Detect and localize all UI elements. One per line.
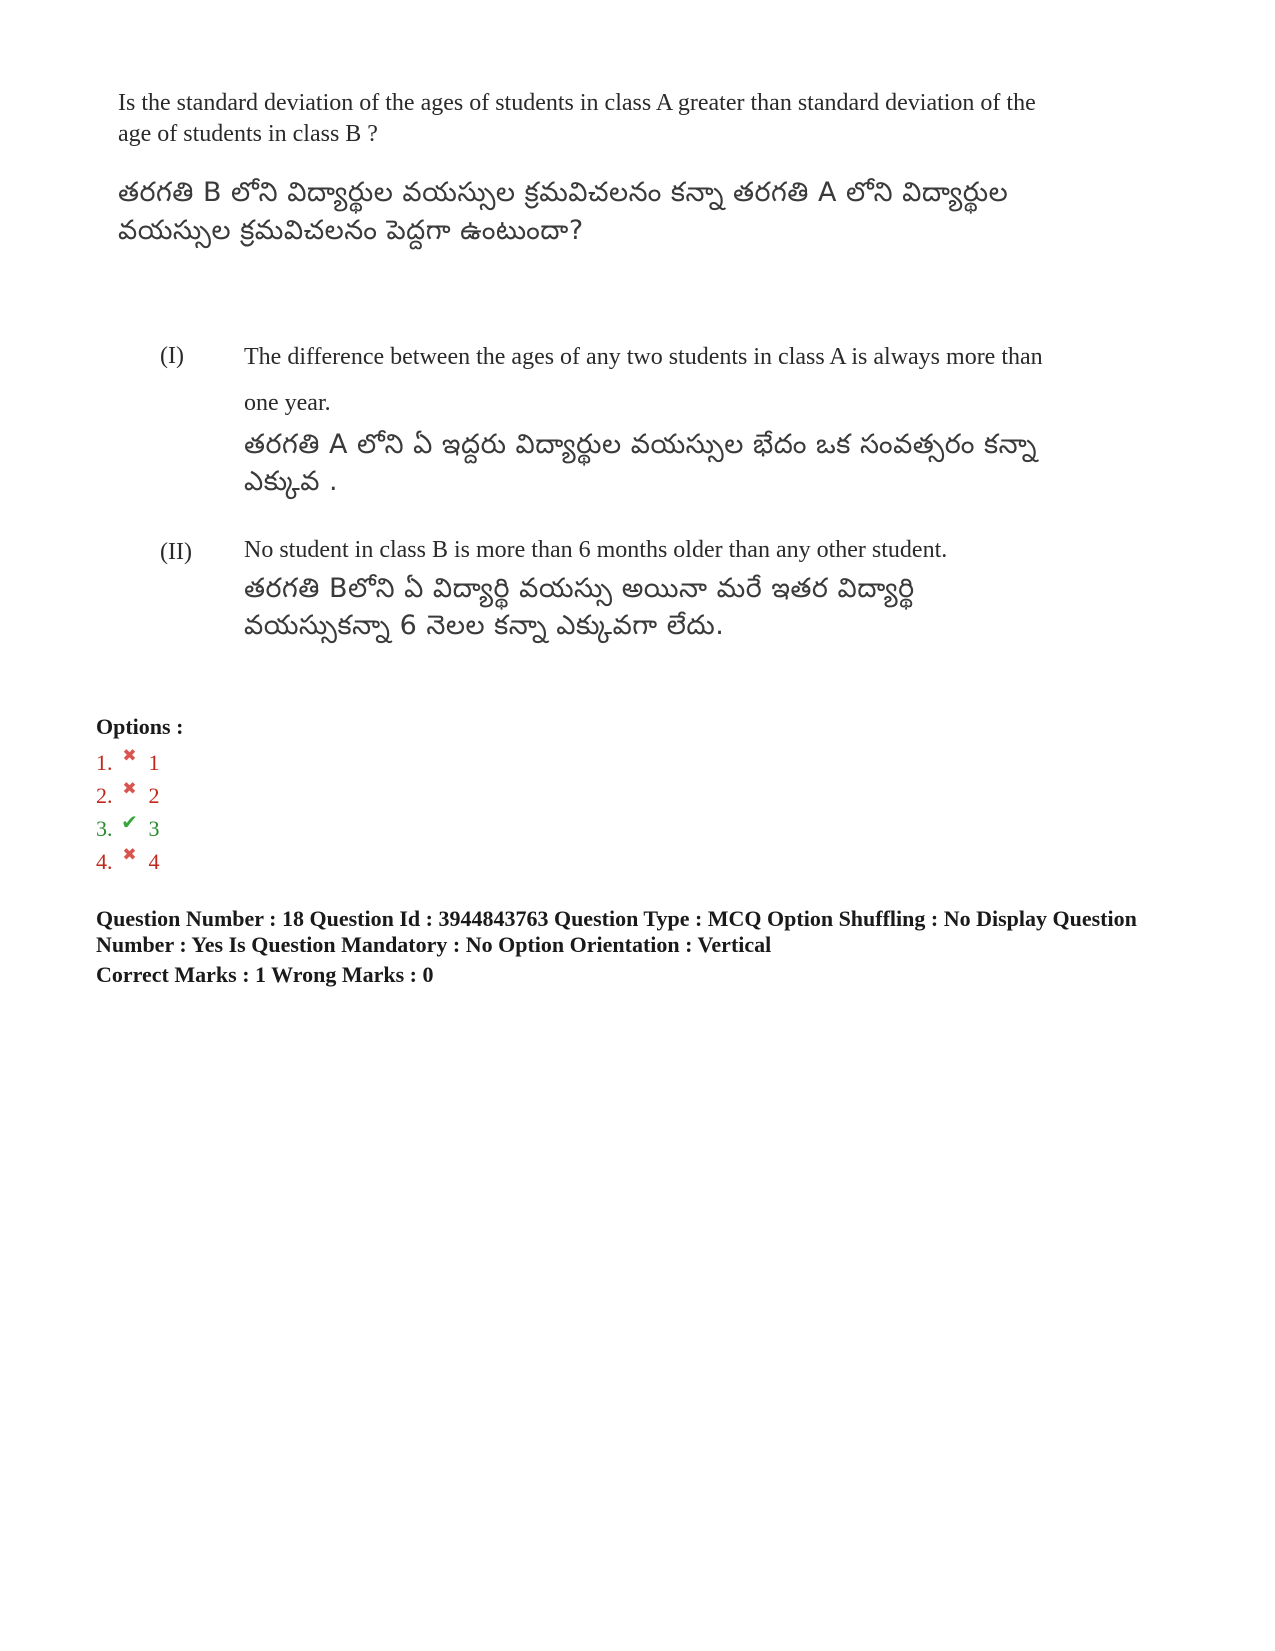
question-stem <box>118 88 1038 250</box>
question-text-telugu: తరగతి B లోని విద్యార్థుల వయస్సుల క్రమవిచలనం కన్నా తరగతి A లోని విద్యార్థుల వయస్సుల క్రమవిచలనం పెద్దగా ఉంటుందా? <box>118 177 1009 246</box>
option-value: 1 <box>148 750 160 775</box>
statement-text-english: No student in class B is more than 6 months older than any other student. <box>244 537 948 563</box>
question-metadata <box>96 906 1156 988</box>
statement-numeral: (I) <box>160 343 184 369</box>
options-title: Options : <box>96 714 184 739</box>
option-number: 1. <box>96 750 113 775</box>
check-icon: ✔ <box>121 810 138 834</box>
cross-icon: ✖ <box>122 779 137 799</box>
statement-text-telugu: తరగతి Bలోని ఏ విద్యార్థి వయస్సు అయినా మరే ఇతర విద్యార్థి వయస్సుకన్నా 6 నెలల కన్నా ఎక్కువగా లేదు. <box>244 573 915 641</box>
marks-line: Correct Marks : 1 Wrong Marks : 0 <box>96 962 434 987</box>
cross-icon: ✖ <box>122 746 137 766</box>
statement-2 <box>160 530 1060 644</box>
statement-1 <box>160 334 1060 500</box>
statement-text-english: The difference between the ages of any two students in class A is always more than one year. <box>244 344 1043 416</box>
statement-text-telugu: తరగతి A లోని ఏ ఇద్దరు విద్యార్థుల వయస్సుల భేదం ఒక సంవత్సరం కన్నా ఎక్కువ . <box>244 429 1038 497</box>
question-meta-line: Question Number : 18 Question Id : 3944843763 Question Type : MCQ Option Shuffling : No Display Question Number : Yes Is Question Mandatory : No Option Orientation : Vertical <box>96 906 1137 957</box>
question-text-english: Is the standard deviation of the ages of students in class A greater than standard deviation of the age of students in class B ? <box>118 90 1036 147</box>
option-value: 3 <box>148 816 160 841</box>
option-number: 3. <box>96 816 113 841</box>
cross-icon: ✖ <box>122 845 137 865</box>
option-value: 2 <box>148 783 160 808</box>
options-list <box>96 712 183 878</box>
option-number: 2. <box>96 783 113 808</box>
statement-numeral: (II) <box>160 539 192 565</box>
option-number: 4. <box>96 849 113 874</box>
option-4 <box>96 845 183 878</box>
option-value: 4 <box>148 849 160 874</box>
